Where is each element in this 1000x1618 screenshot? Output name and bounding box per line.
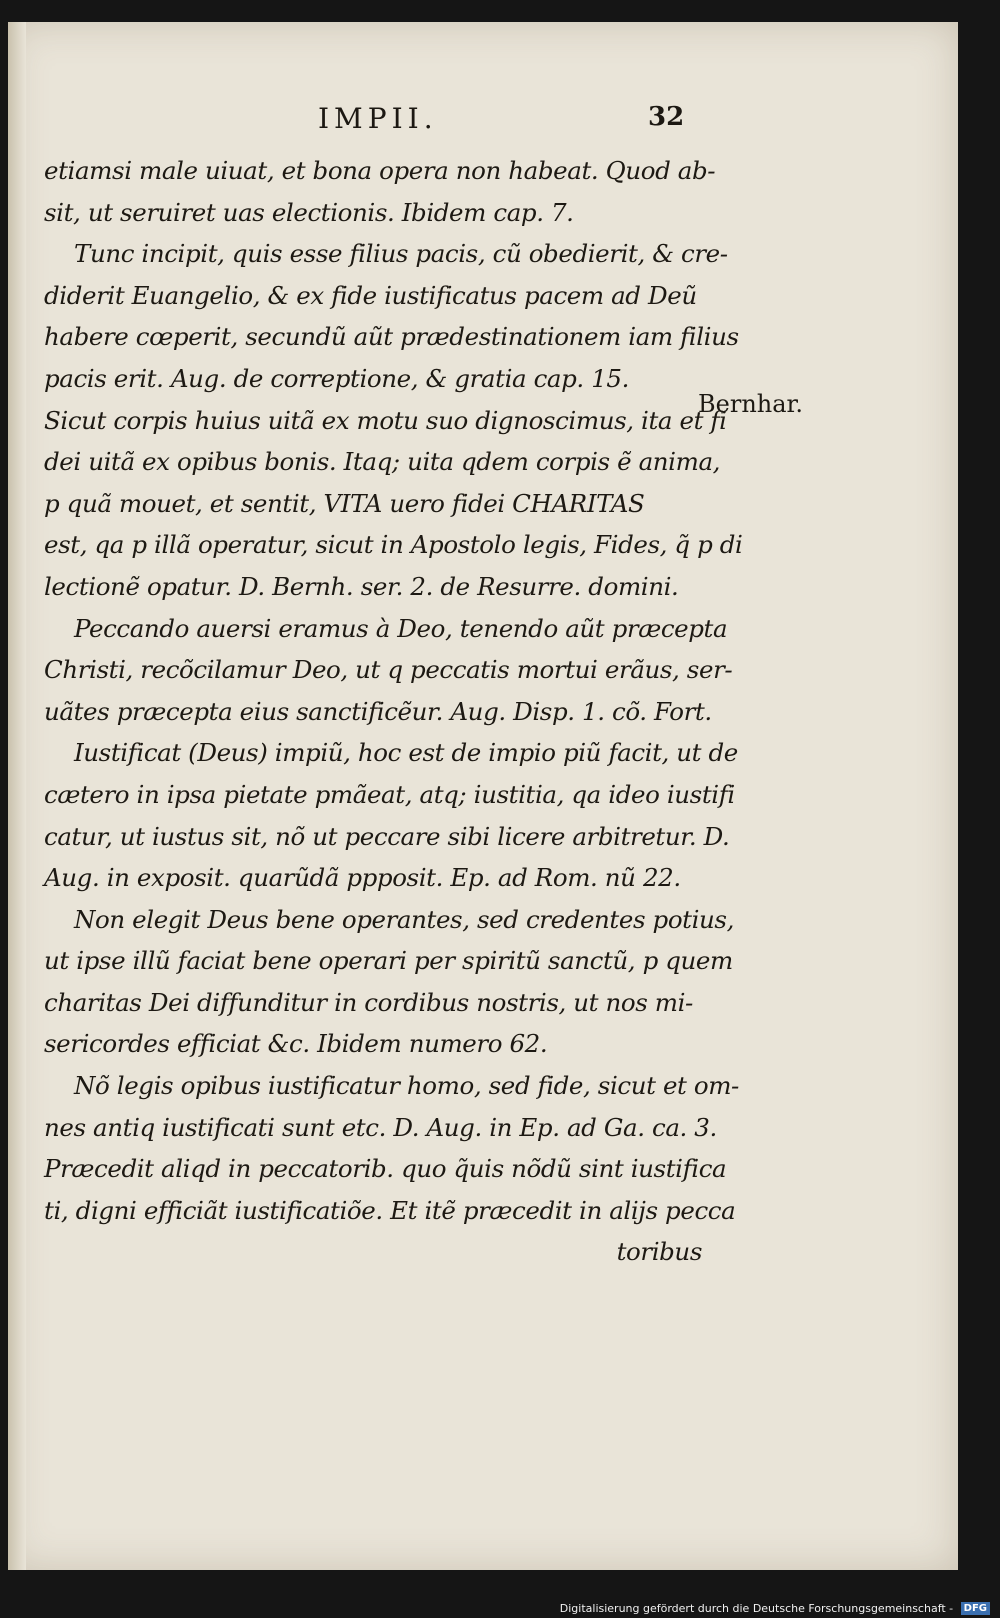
- text-block: [44, 150, 743, 1273]
- text-line: lectionẽ opatur. D. Bernh. ser. 2. de Resurre. domini.: [44, 571, 679, 601]
- text-line: cætero in ipsa pietate pmãeat, atq; iustitia, qa ideo iustifi: [44, 779, 735, 809]
- text-line: Non elegit Deus bene operantes, sed credentes potius,: [74, 904, 734, 934]
- text-line: Iustificat (Deus) impiũ, hoc est de impio piũ facit, ut de: [74, 738, 738, 768]
- text-line: pacis erit. Aug. de correptione, & gratia cap. 15.: [44, 363, 629, 393]
- text-line: toribus: [616, 1237, 702, 1267]
- text-line: Peccando auersi eramus à Deo, tenendo aũt præcepta: [74, 613, 728, 643]
- text-line: Præcedit aliqd in peccatorib. quo q̃uis nõdũ sint iustifica: [44, 1154, 727, 1184]
- dfg-logo: DFG: [961, 1602, 990, 1615]
- text-line: sit, ut seruiret uas electionis. Ibidem cap. 7.: [44, 197, 574, 227]
- text-line: Sicut corpis huius uitã ex motu suo dignoscimus, ita et fi: [44, 405, 727, 435]
- text-line: Christi, recõcilamur Deo, ut q peccatis mortui erãus, ser-: [44, 655, 733, 685]
- text-line: ti, digni efficiãt iustificatiõe. Et itẽ præcedit in alijs pecca: [44, 1195, 736, 1225]
- text-line: ut ipse illũ faciat bene operari per spiritũ sanctũ, p quem: [44, 946, 733, 976]
- text-line: dei uitã ex opibus bonis. Itaq; uita qdem corpis ẽ anima,: [44, 447, 721, 477]
- text-line: p quã mouet, et sentit, VITA uero fidei CHARITAS: [44, 488, 645, 518]
- digitization-credit: [560, 1602, 990, 1616]
- text-line: Tunc incipit, quis esse filius pacis, cũ obedierit, & cre-: [74, 239, 728, 269]
- text-line: charitas Dei diffunditur in cordibus nostris, ut nos mi-: [44, 987, 693, 1017]
- credit-text: Digitalisierung gefördert durch die Deutsche Forschungsgemeinschaft -: [559, 1601, 954, 1615]
- text-line: nes antiq iustificati sunt etc. D. Aug. in Ep. ad Ga. ca. 3.: [44, 1112, 717, 1142]
- text-line: habere cœperit, secundũ aũt prædestinationem iam filius: [44, 322, 739, 352]
- text-line: Nõ legis opibus iustificatur homo, sed fide, sicut et om-: [74, 1071, 739, 1101]
- marginal-note: Bernhar.: [698, 390, 803, 418]
- text-line: sericordes efficiat &c. Ibidem numero 62.: [44, 1029, 548, 1059]
- text-line: catur, ut iustus sit, nõ ut peccare sibi licere arbitretur. D.: [44, 821, 730, 851]
- text-line: uãtes præcepta eius sanctificẽur. Aug. Disp. 1. cõ. Fort.: [44, 696, 712, 726]
- text-line: etiamsi male uiuat, et bona opera non habeat. Quod ab-: [44, 156, 716, 185]
- text-line: diderit Euangelio, & ex fide iustificatus pacem ad Deũ: [44, 280, 697, 310]
- page-number: 32: [648, 102, 685, 132]
- page-header: [8, 102, 958, 142]
- running-head: IMPII.: [318, 102, 438, 135]
- text-line: Aug. in exposit. quarũdã ppposit. Ep. ad Rom. nũ 22.: [44, 863, 681, 893]
- book-page: [8, 22, 958, 1570]
- page-gutter: [8, 22, 26, 1570]
- text-line: est, qa p illã operatur, sicut in Apostolo legis, Fides, q̃ p di: [44, 530, 743, 560]
